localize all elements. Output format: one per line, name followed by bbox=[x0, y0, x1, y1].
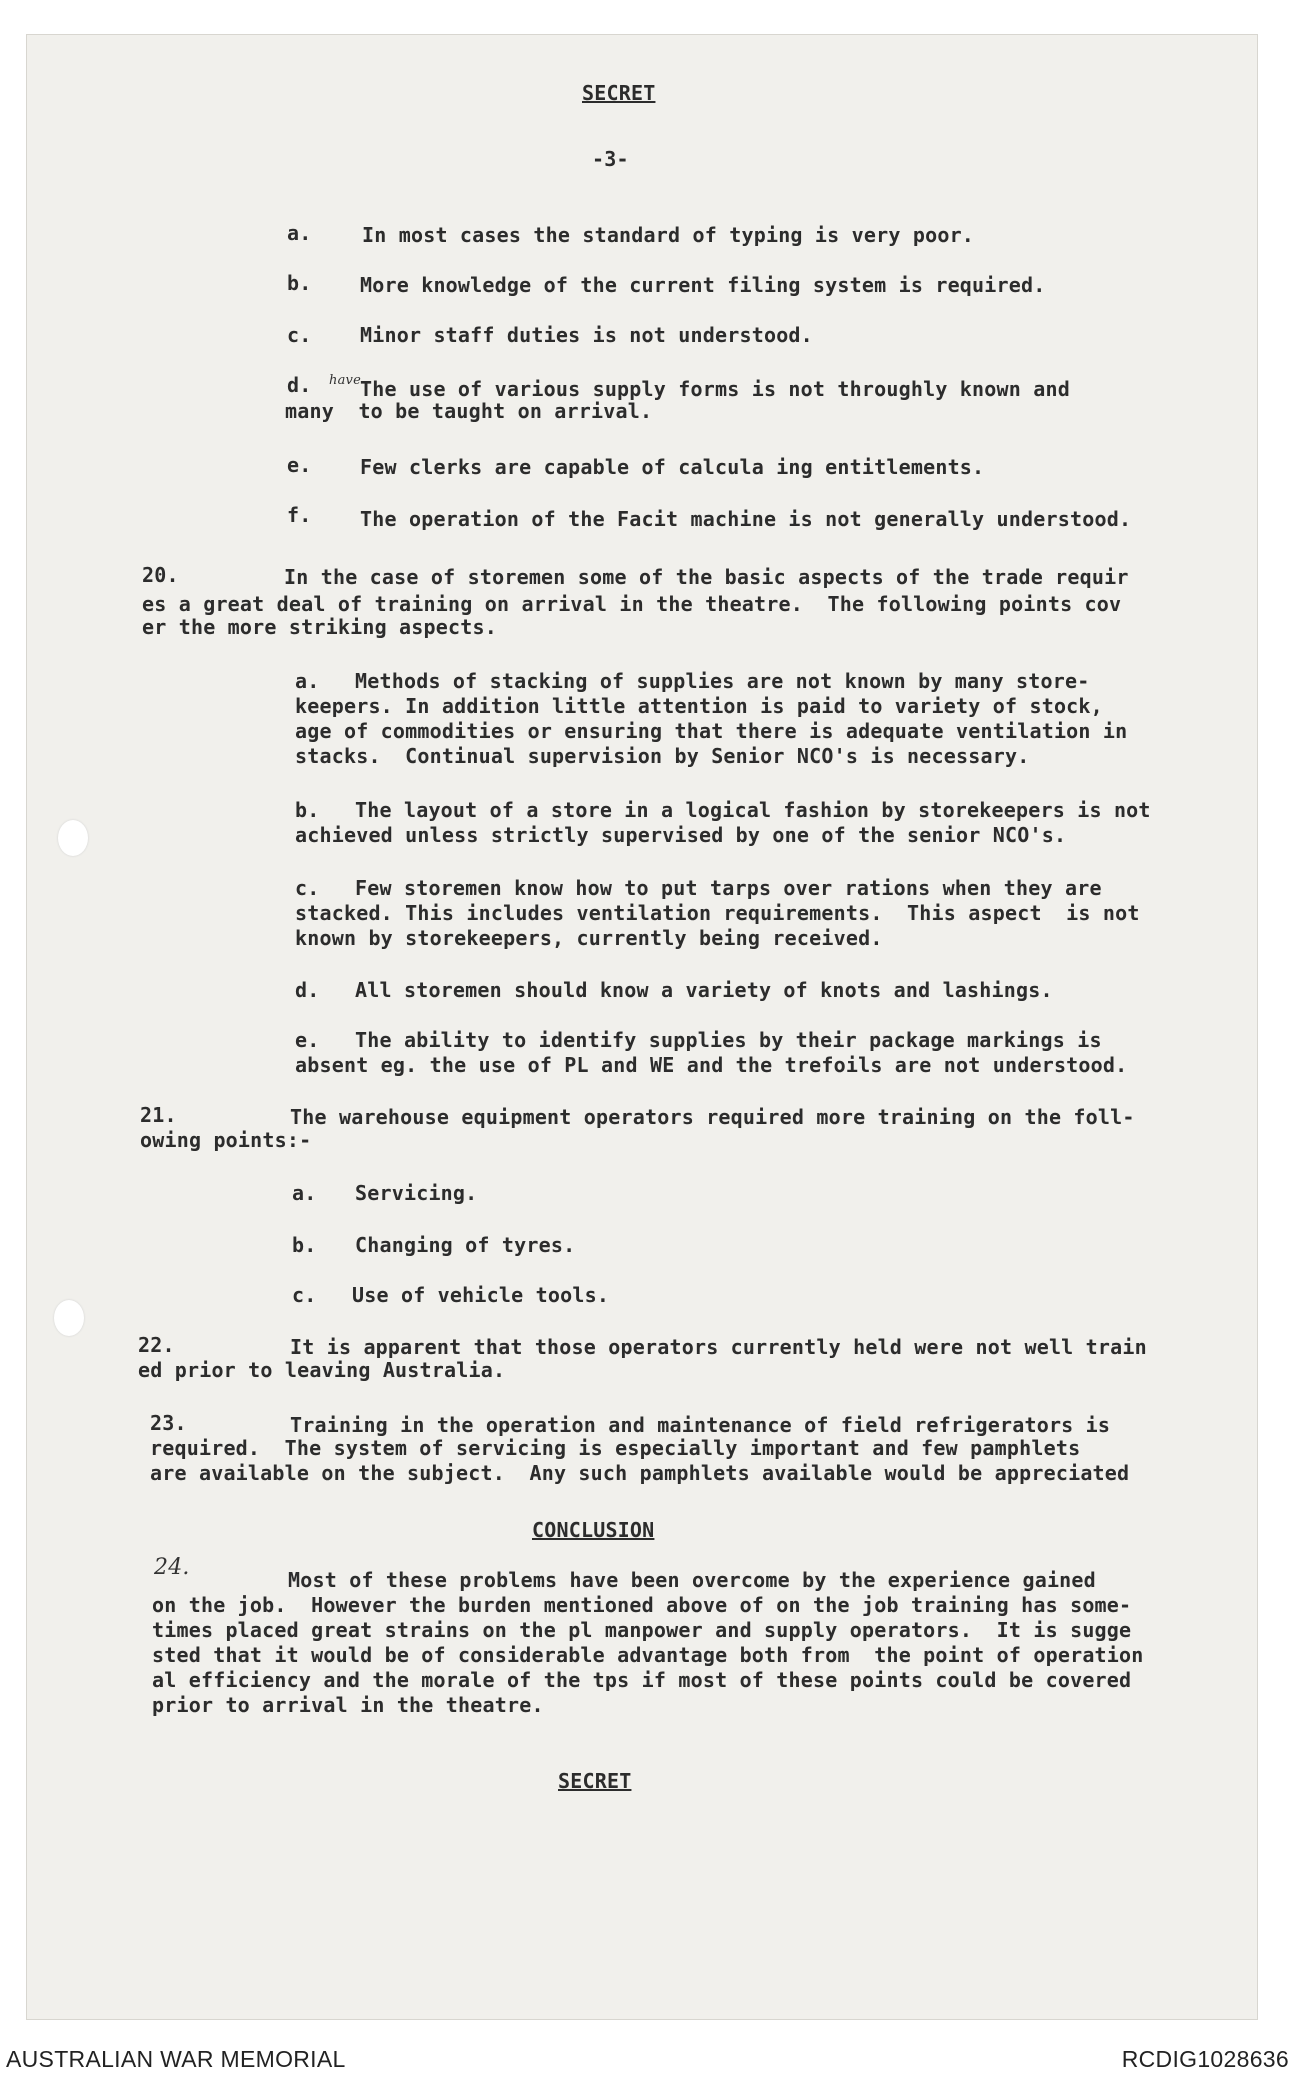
paragraph-line: al efficiency and the morale of the tps if most of these points could be covered bbox=[152, 1668, 1132, 1692]
item-letter: c. bbox=[295, 876, 320, 900]
item-text: Use of vehicle tools. bbox=[352, 1283, 610, 1307]
item-letter: f. bbox=[287, 503, 312, 527]
item-text: The layout of a store in a logical fashion by storekeepers is not bbox=[355, 798, 1151, 822]
handwritten-paragraph-number: 24. bbox=[154, 1555, 190, 1580]
paragraph-line: prior to arrival in the theatre. bbox=[152, 1693, 544, 1717]
item-text: Methods of stacking of supplies are not known by many store- bbox=[355, 669, 1090, 693]
item-text: Few storemen know how to put tarps over rations when they are bbox=[355, 876, 1102, 900]
paragraph-line: on the job. However the burden mentioned above of on the job training has some- bbox=[152, 1593, 1132, 1617]
paragraph-number: 23. bbox=[150, 1411, 187, 1435]
item-letter: b. bbox=[292, 1233, 317, 1257]
item-text: The operation of the Facit machine is not generally understood. bbox=[360, 507, 1132, 531]
paragraph-line: required. The system of servicing is especially important and few pamphlets bbox=[150, 1436, 1081, 1460]
paragraph-line: times placed great strains on the pl manpower and supply operators. It is sugge bbox=[152, 1618, 1132, 1642]
item-text: All storemen should know a variety of knots and lashings. bbox=[355, 978, 1053, 1002]
punch-hole-lower bbox=[54, 1300, 84, 1336]
header-classification: SECRET bbox=[582, 81, 656, 105]
item-text: Servicing. bbox=[355, 1181, 478, 1205]
item-text: known by storekeepers, currently being received. bbox=[295, 926, 883, 950]
paragraph-line: sted that it would be of considerable advantage both from the point of operation bbox=[152, 1643, 1144, 1667]
item-letter: b. bbox=[287, 271, 312, 295]
paragraph-number: 20. bbox=[142, 563, 179, 587]
paragraph-line: Training in the operation and maintenance of field refrigerators is bbox=[290, 1413, 1111, 1437]
item-letter: e. bbox=[295, 1028, 320, 1052]
item-letter: a. bbox=[295, 669, 320, 693]
item-text: More knowledge of the current filing system is required. bbox=[360, 273, 1046, 297]
item-text: many to be taught on arrival. bbox=[285, 399, 653, 423]
paragraph-line: ed prior to leaving Australia. bbox=[138, 1358, 506, 1382]
item-letter: b. bbox=[295, 798, 320, 822]
item-text: Few clerks are capable of calcula ing entitlements. bbox=[360, 455, 985, 479]
item-text: The use of various supply forms is not throughly known and bbox=[360, 377, 1070, 401]
paragraph-number: 21. bbox=[140, 1103, 177, 1127]
paragraph-line: The warehouse equipment operators required more training on the foll- bbox=[290, 1105, 1135, 1129]
item-letter: c. bbox=[292, 1283, 317, 1307]
archive-institution: AUSTRALIAN WAR MEMORIAL bbox=[6, 2046, 346, 2072]
archive-item-id: RCDIG1028636 bbox=[1121, 2046, 1289, 2072]
item-text: Changing of tyres. bbox=[355, 1233, 576, 1257]
paragraph-line: owing points:- bbox=[140, 1128, 312, 1152]
item-text: absent eg. the use of PL and WE and the trefoils are not understood. bbox=[295, 1053, 1128, 1077]
paragraph-line: er the more striking aspects. bbox=[142, 615, 497, 639]
paragraph-line: are available on the subject. Any such pamphlets available would be appreciated bbox=[150, 1461, 1130, 1485]
item-letter: a. bbox=[287, 221, 312, 245]
item-letter: a. bbox=[292, 1181, 317, 1205]
item-text: age of commodities or ensuring that there is adequate ventilation in bbox=[295, 719, 1128, 743]
item-letter: d. bbox=[295, 978, 320, 1002]
item-letter: e. bbox=[287, 453, 312, 477]
punch-hole-upper bbox=[58, 820, 88, 856]
item-text: stacked. This includes ventilation requirements. This aspect is not bbox=[295, 901, 1140, 925]
conclusion-heading: CONCLUSION bbox=[532, 1518, 655, 1542]
paragraph-line: Most of these problems have been overcome by the experience gained bbox=[288, 1568, 1096, 1592]
paragraph-line: es a great deal of training on arrival in the theatre. The following points cov bbox=[142, 592, 1122, 616]
paragraph-line: In the case of storemen some of the basic aspects of the trade requir bbox=[284, 565, 1129, 589]
item-letter: c. bbox=[287, 323, 312, 347]
item-text: keepers. In addition little attention is paid to variety of stock, bbox=[295, 694, 1103, 718]
paragraph-number: 22. bbox=[138, 1333, 175, 1357]
item-text: achieved unless strictly supervised by one of the senior NCO's. bbox=[295, 823, 1067, 847]
handwritten-insertion: have bbox=[329, 373, 361, 388]
item-text: In most cases the standard of typing is very poor. bbox=[362, 223, 975, 247]
item-text: stacks. Continual supervision by Senior NCO's is necessary. bbox=[295, 744, 1030, 768]
footer-classification: SECRET bbox=[558, 1769, 632, 1793]
item-letter: d. bbox=[287, 373, 312, 397]
item-text: Minor staff duties is not understood. bbox=[360, 323, 813, 347]
page-number: -3- bbox=[592, 147, 629, 171]
paragraph-line: It is apparent that those operators currently held were not well train bbox=[290, 1335, 1147, 1359]
item-text: The ability to identify supplies by their package markings is bbox=[355, 1028, 1102, 1052]
